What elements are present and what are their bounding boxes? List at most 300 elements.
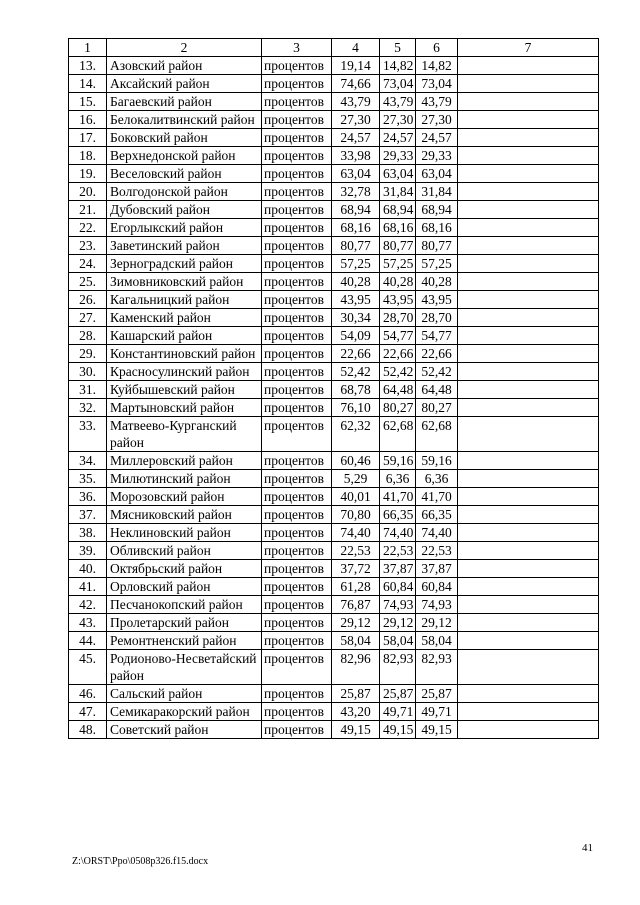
- value-col6: 66,35: [416, 506, 458, 524]
- value-col6: 74,40: [416, 524, 458, 542]
- value-col5: 22,66: [380, 345, 416, 363]
- district-name: Обливский район: [107, 542, 262, 560]
- table-row: [69, 237, 599, 255]
- value-col6: 63,04: [416, 165, 458, 183]
- table-row: [69, 685, 599, 703]
- district-name: Матвеево-Курганский район: [107, 417, 262, 452]
- table-row: [69, 255, 599, 273]
- district-name: Мартыновский район: [107, 399, 262, 417]
- value-col7: [458, 219, 599, 237]
- unit-cell: процентов: [262, 75, 332, 93]
- table-row: [69, 596, 599, 614]
- unit-cell: процентов: [262, 273, 332, 291]
- row-number: 39.: [69, 542, 107, 560]
- value-col4: 32,78: [332, 183, 380, 201]
- header-cell: 1: [69, 39, 107, 57]
- district-name: Сальский район: [107, 685, 262, 703]
- unit-cell: процентов: [262, 291, 332, 309]
- value-col5: 22,53: [380, 542, 416, 560]
- table-row: [69, 291, 599, 309]
- value-col5: 80,27: [380, 399, 416, 417]
- unit-cell: процентов: [262, 506, 332, 524]
- value-col7: [458, 345, 599, 363]
- district-name: Мясниковский район: [107, 506, 262, 524]
- row-number: 21.: [69, 201, 107, 219]
- value-col5: 25,87: [380, 685, 416, 703]
- district-name: Морозовский район: [107, 488, 262, 506]
- district-name: Песчанокопский район: [107, 596, 262, 614]
- row-number: 40.: [69, 560, 107, 578]
- district-name: Зерноградский район: [107, 255, 262, 273]
- value-col4: 70,80: [332, 506, 380, 524]
- district-name: Пролетарский район: [107, 614, 262, 632]
- unit-cell: процентов: [262, 363, 332, 381]
- value-col5: 49,15: [380, 721, 416, 739]
- value-col6: 22,66: [416, 345, 458, 363]
- value-col5: 68,94: [380, 201, 416, 219]
- value-col7: [458, 93, 599, 111]
- row-number: 44.: [69, 632, 107, 650]
- district-name: Октябрьский район: [107, 560, 262, 578]
- table-row: [69, 363, 599, 381]
- row-number: 27.: [69, 309, 107, 327]
- value-col4: 19,14: [332, 57, 380, 75]
- value-col7: [458, 417, 599, 452]
- value-col5: 41,70: [380, 488, 416, 506]
- district-name: Каменский район: [107, 309, 262, 327]
- value-col5: 59,16: [380, 452, 416, 470]
- value-col5: 6,36: [380, 470, 416, 488]
- district-name: Орловский район: [107, 578, 262, 596]
- value-col6: 64,48: [416, 381, 458, 399]
- value-col4: 76,87: [332, 596, 380, 614]
- row-number: 35.: [69, 470, 107, 488]
- district-name: Кагальницкий район: [107, 291, 262, 309]
- value-col6: 74,93: [416, 596, 458, 614]
- value-col7: [458, 685, 599, 703]
- unit-cell: процентов: [262, 488, 332, 506]
- unit-cell: процентов: [262, 685, 332, 703]
- header-cell: 3: [262, 39, 332, 57]
- value-col6: 24,57: [416, 129, 458, 147]
- value-col5: 74,93: [380, 596, 416, 614]
- unit-cell: процентов: [262, 309, 332, 327]
- table-row: [69, 452, 599, 470]
- value-col4: 37,72: [332, 560, 380, 578]
- value-col5: 31,84: [380, 183, 416, 201]
- district-name: Аксайский район: [107, 75, 262, 93]
- value-col6: 60,84: [416, 578, 458, 596]
- district-name: Куйбышевский район: [107, 381, 262, 399]
- row-number: 18.: [69, 147, 107, 165]
- value-col4: 68,94: [332, 201, 380, 219]
- value-col5: 60,84: [380, 578, 416, 596]
- row-number: 37.: [69, 506, 107, 524]
- row-number: 28.: [69, 327, 107, 345]
- row-number: 31.: [69, 381, 107, 399]
- value-col4: 40,01: [332, 488, 380, 506]
- unit-cell: процентов: [262, 57, 332, 75]
- value-col7: [458, 650, 599, 685]
- district-name: Неклиновский район: [107, 524, 262, 542]
- value-col4: 40,28: [332, 273, 380, 291]
- table-row: [69, 93, 599, 111]
- value-col6: 27,30: [416, 111, 458, 129]
- value-col5: 82,93: [380, 650, 416, 685]
- value-col5: 58,04: [380, 632, 416, 650]
- value-col7: [458, 111, 599, 129]
- value-col7: [458, 165, 599, 183]
- unit-cell: процентов: [262, 470, 332, 488]
- row-number: 16.: [69, 111, 107, 129]
- value-col6: 25,87: [416, 685, 458, 703]
- value-col4: 57,25: [332, 255, 380, 273]
- unit-cell: процентов: [262, 327, 332, 345]
- value-col6: 49,71: [416, 703, 458, 721]
- value-col6: 37,87: [416, 560, 458, 578]
- table-row: [69, 273, 599, 291]
- unit-cell: процентов: [262, 650, 332, 685]
- value-col6: 59,16: [416, 452, 458, 470]
- unit-cell: процентов: [262, 201, 332, 219]
- district-name: Заветинский район: [107, 237, 262, 255]
- value-col5: 28,70: [380, 309, 416, 327]
- row-number: 14.: [69, 75, 107, 93]
- row-number: 43.: [69, 614, 107, 632]
- value-col7: [458, 129, 599, 147]
- value-col6: 57,25: [416, 255, 458, 273]
- district-name: Семикаракорский район: [107, 703, 262, 721]
- district-name: Волгодонской район: [107, 183, 262, 201]
- value-col7: [458, 255, 599, 273]
- value-col4: 33,98: [332, 147, 380, 165]
- row-number: 17.: [69, 129, 107, 147]
- header-cell: 5: [380, 39, 416, 57]
- table-row: [69, 327, 599, 345]
- table-row: [69, 399, 599, 417]
- value-col7: [458, 596, 599, 614]
- unit-cell: процентов: [262, 165, 332, 183]
- district-name: Ремонтненский район: [107, 632, 262, 650]
- table-row: [69, 147, 599, 165]
- value-col6: 49,15: [416, 721, 458, 739]
- district-name: Боковский район: [107, 129, 262, 147]
- value-col4: 22,53: [332, 542, 380, 560]
- table-row: [69, 183, 599, 201]
- value-col4: 52,42: [332, 363, 380, 381]
- value-col6: 41,70: [416, 488, 458, 506]
- value-col5: 80,77: [380, 237, 416, 255]
- table-row: [69, 524, 599, 542]
- row-number: 23.: [69, 237, 107, 255]
- value-col7: [458, 291, 599, 309]
- value-col6: 68,16: [416, 219, 458, 237]
- value-col4: 43,95: [332, 291, 380, 309]
- district-name: Милютинский район: [107, 470, 262, 488]
- value-col7: [458, 381, 599, 399]
- value-col6: 31,84: [416, 183, 458, 201]
- table-row: [69, 578, 599, 596]
- table-row: [69, 470, 599, 488]
- page-number: 41: [582, 842, 593, 854]
- value-col4: 74,40: [332, 524, 380, 542]
- header-cell: 7: [458, 39, 599, 57]
- value-col7: [458, 75, 599, 93]
- value-col4: 25,87: [332, 685, 380, 703]
- value-col4: 22,66: [332, 345, 380, 363]
- table-row: [69, 506, 599, 524]
- value-col7: [458, 560, 599, 578]
- value-col6: 43,79: [416, 93, 458, 111]
- header-cell: 4: [332, 39, 380, 57]
- value-col7: [458, 147, 599, 165]
- row-number: 19.: [69, 165, 107, 183]
- district-name: Миллеровский район: [107, 452, 262, 470]
- unit-cell: процентов: [262, 596, 332, 614]
- table-row: [69, 632, 599, 650]
- table-row: [69, 488, 599, 506]
- row-number: 33.: [69, 417, 107, 452]
- unit-cell: процентов: [262, 93, 332, 111]
- unit-cell: процентов: [262, 129, 332, 147]
- table-row: [69, 542, 599, 560]
- value-col7: [458, 57, 599, 75]
- unit-cell: процентов: [262, 452, 332, 470]
- table-row: [69, 614, 599, 632]
- value-col4: 29,12: [332, 614, 380, 632]
- value-col4: 68,78: [332, 381, 380, 399]
- table-row: [69, 165, 599, 183]
- value-col4: 5,29: [332, 470, 380, 488]
- district-name: Белокалитвинский район: [107, 111, 262, 129]
- table-row: [69, 201, 599, 219]
- value-col4: 43,79: [332, 93, 380, 111]
- value-col6: 29,12: [416, 614, 458, 632]
- value-col5: 52,42: [380, 363, 416, 381]
- value-col7: [458, 183, 599, 201]
- value-col4: 58,04: [332, 632, 380, 650]
- unit-cell: процентов: [262, 703, 332, 721]
- table-row: [69, 703, 599, 721]
- unit-cell: процентов: [262, 614, 332, 632]
- value-col4: 82,96: [332, 650, 380, 685]
- unit-cell: процентов: [262, 721, 332, 739]
- table-row: [69, 309, 599, 327]
- row-number: 30.: [69, 363, 107, 381]
- row-number: 20.: [69, 183, 107, 201]
- value-col7: [458, 201, 599, 219]
- district-name: Верхнедонской район: [107, 147, 262, 165]
- value-col7: [458, 506, 599, 524]
- unit-cell: процентов: [262, 219, 332, 237]
- value-col4: 80,77: [332, 237, 380, 255]
- value-col6: 73,04: [416, 75, 458, 93]
- value-col6: 68,94: [416, 201, 458, 219]
- row-number: 41.: [69, 578, 107, 596]
- row-number: 45.: [69, 650, 107, 685]
- table-row: [69, 57, 599, 75]
- row-number: 47.: [69, 703, 107, 721]
- value-col4: 43,20: [332, 703, 380, 721]
- table-body: [69, 39, 599, 739]
- table-row: [69, 219, 599, 237]
- value-col7: [458, 614, 599, 632]
- row-number: 46.: [69, 685, 107, 703]
- row-number: 48.: [69, 721, 107, 739]
- unit-cell: процентов: [262, 237, 332, 255]
- district-name: Дубовский район: [107, 201, 262, 219]
- value-col4: 68,16: [332, 219, 380, 237]
- value-col5: 40,28: [380, 273, 416, 291]
- value-col6: 22,53: [416, 542, 458, 560]
- district-name: Багаевский район: [107, 93, 262, 111]
- table-row: [69, 560, 599, 578]
- unit-cell: процентов: [262, 183, 332, 201]
- value-col7: [458, 273, 599, 291]
- row-number: 29.: [69, 345, 107, 363]
- value-col4: 74,66: [332, 75, 380, 93]
- unit-cell: процентов: [262, 345, 332, 363]
- district-name: Азовский район: [107, 57, 262, 75]
- value-col5: 24,57: [380, 129, 416, 147]
- district-name: Кашарский район: [107, 327, 262, 345]
- row-number: 26.: [69, 291, 107, 309]
- value-col5: 62,68: [380, 417, 416, 452]
- value-col7: [458, 542, 599, 560]
- value-col5: 66,35: [380, 506, 416, 524]
- value-col4: 30,34: [332, 309, 380, 327]
- unit-cell: процентов: [262, 147, 332, 165]
- table-row: [69, 345, 599, 363]
- table-row: [69, 381, 599, 399]
- value-col6: 14,82: [416, 57, 458, 75]
- row-number: 24.: [69, 255, 107, 273]
- district-name: Егорлыкский район: [107, 219, 262, 237]
- value-col6: 40,28: [416, 273, 458, 291]
- value-col6: 29,33: [416, 147, 458, 165]
- value-col4: 61,28: [332, 578, 380, 596]
- value-col6: 52,42: [416, 363, 458, 381]
- file-path: Z:\ORST\Ppo\0508p326.f15.docx: [72, 856, 209, 867]
- value-col7: [458, 721, 599, 739]
- value-col5: 73,04: [380, 75, 416, 93]
- value-col7: [458, 703, 599, 721]
- value-col5: 37,87: [380, 560, 416, 578]
- value-col4: 49,15: [332, 721, 380, 739]
- value-col6: 82,93: [416, 650, 458, 685]
- value-col5: 43,79: [380, 93, 416, 111]
- value-col6: 58,04: [416, 632, 458, 650]
- unit-cell: процентов: [262, 111, 332, 129]
- table-row: [69, 75, 599, 93]
- district-name: Советский район: [107, 721, 262, 739]
- table-header-row: [69, 39, 599, 57]
- unit-cell: процентов: [262, 524, 332, 542]
- value-col7: [458, 632, 599, 650]
- district-name: Веселовский район: [107, 165, 262, 183]
- value-col7: [458, 470, 599, 488]
- value-col5: 49,71: [380, 703, 416, 721]
- row-number: 22.: [69, 219, 107, 237]
- value-col5: 43,95: [380, 291, 416, 309]
- header-cell: 2: [107, 39, 262, 57]
- value-col5: 14,82: [380, 57, 416, 75]
- district-name: Константиновский район: [107, 345, 262, 363]
- value-col6: 43,95: [416, 291, 458, 309]
- unit-cell: процентов: [262, 417, 332, 452]
- table-row: [69, 129, 599, 147]
- value-col6: 62,68: [416, 417, 458, 452]
- row-number: 42.: [69, 596, 107, 614]
- unit-cell: процентов: [262, 632, 332, 650]
- value-col5: 27,30: [380, 111, 416, 129]
- value-col6: 80,77: [416, 237, 458, 255]
- value-col7: [458, 237, 599, 255]
- value-col4: 27,30: [332, 111, 380, 129]
- value-col7: [458, 363, 599, 381]
- table-row: [69, 111, 599, 129]
- value-col5: 63,04: [380, 165, 416, 183]
- value-col5: 29,33: [380, 147, 416, 165]
- value-col5: 74,40: [380, 524, 416, 542]
- unit-cell: процентов: [262, 399, 332, 417]
- district-name: Родионово-Несветайский район: [107, 650, 262, 685]
- value-col4: 54,09: [332, 327, 380, 345]
- value-col4: 63,04: [332, 165, 380, 183]
- value-col4: 62,32: [332, 417, 380, 452]
- value-col6: 54,77: [416, 327, 458, 345]
- value-col5: 29,12: [380, 614, 416, 632]
- unit-cell: процентов: [262, 542, 332, 560]
- value-col7: [458, 578, 599, 596]
- header-cell: 6: [416, 39, 458, 57]
- unit-cell: процентов: [262, 255, 332, 273]
- value-col7: [458, 309, 599, 327]
- value-col4: 24,57: [332, 129, 380, 147]
- table-row: [69, 417, 599, 452]
- value-col7: [458, 399, 599, 417]
- value-col5: 54,77: [380, 327, 416, 345]
- value-col5: 68,16: [380, 219, 416, 237]
- row-number: 36.: [69, 488, 107, 506]
- row-number: 38.: [69, 524, 107, 542]
- value-col4: 60,46: [332, 452, 380, 470]
- value-col6: 28,70: [416, 309, 458, 327]
- row-number: 32.: [69, 399, 107, 417]
- table-row: [69, 650, 599, 685]
- value-col4: 76,10: [332, 399, 380, 417]
- value-col6: 6,36: [416, 470, 458, 488]
- row-number: 15.: [69, 93, 107, 111]
- value-col5: 57,25: [380, 255, 416, 273]
- data-table: [68, 38, 599, 739]
- district-name: Зимовниковский район: [107, 273, 262, 291]
- value-col7: [458, 488, 599, 506]
- unit-cell: процентов: [262, 578, 332, 596]
- value-col7: [458, 327, 599, 345]
- row-number: 25.: [69, 273, 107, 291]
- value-col6: 80,27: [416, 399, 458, 417]
- unit-cell: процентов: [262, 560, 332, 578]
- row-number: 13.: [69, 57, 107, 75]
- value-col7: [458, 452, 599, 470]
- unit-cell: процентов: [262, 381, 332, 399]
- row-number: 34.: [69, 452, 107, 470]
- table-row: [69, 721, 599, 739]
- value-col7: [458, 524, 599, 542]
- value-col5: 64,48: [380, 381, 416, 399]
- district-name: Красносулинский район: [107, 363, 262, 381]
